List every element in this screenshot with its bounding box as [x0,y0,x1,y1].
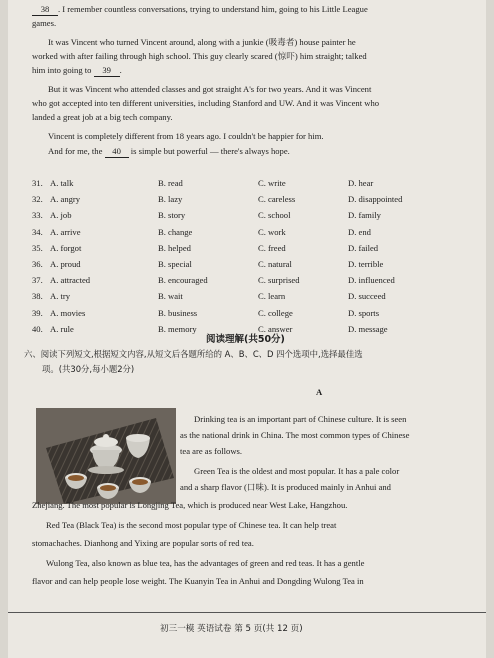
option-b: B. story [158,210,186,221]
text-line: tea are as follows. [180,446,243,456]
option-d: D. disappointed [348,194,403,205]
option-c: C. answer [258,323,293,334]
question-number: 34. [32,226,43,237]
text-line: and a sharp flavor (口味). It is produced mainly in Anhui and [180,482,391,492]
text-line: games. [32,18,57,28]
text-line: But it was Vincent who attended classes and got straight A's for two years. And it was Vincent [48,84,372,94]
passage-label: A [316,387,323,397]
question-number: 39. [32,307,43,318]
option-b: B. helped [158,242,191,253]
text-line: And for me, the [48,146,103,156]
text-line: who got accepted into ten different universities, including Stanford and UW. And it was Vincent who [32,98,380,108]
text-line: stomachaches. Dianhong and Yixing are popular sorts of red tea. [32,538,254,548]
text-line: as the national drink in China. The most common types of Chinese [180,430,410,440]
paragraph-38 [32,4,368,16]
option-c: C. work [258,226,286,237]
text-line: him into going to [32,65,92,75]
text-line: flavor and can help people lose weight. The Kuanyin Tea in Anhui and Dongding Wulong Tea in [32,576,364,586]
option-a: A. try [50,291,71,302]
section-instruction: 项。(共30分,每小题2分) [42,364,135,374]
question-number: 31. [32,178,43,188]
option-a: A. arrive [50,226,81,237]
option-c: C. learn [258,291,286,302]
option-d: D. influenced [348,275,395,286]
option-a: A. forgot [50,242,82,253]
option-b: B. lazy [158,194,183,205]
option-a: A. job [50,210,72,221]
option-d: D. terrible [348,259,384,269]
option-c: C. natural [258,259,292,269]
option-b: B. memory [158,323,197,334]
option-d: D. message [348,323,388,334]
option-d: D. sports [348,307,380,318]
option-d: D. hear [348,178,374,188]
option-a: A. movies [50,307,86,318]
text-line: . [119,65,122,75]
option-c: C. surprised [258,275,300,286]
option-c: C. college [258,307,293,318]
text-line: Wulong Tea, also known as blue tea, has the advantages of green and red teas. It has a gentle [46,558,365,568]
blank-40: 40 [105,146,129,158]
option-d: D. end [348,226,371,237]
option-b: B. special [158,259,192,269]
option-a: A. proud [50,259,81,269]
option-d: D. family [348,210,381,221]
page-footer: 初三一模 英语试卷 第 5 页(共 12 页) [160,624,303,634]
text-line: . I remember countless conversations, trying to understand him, going to his Little League [58,4,368,14]
exam-page [8,0,486,658]
option-b: B. business [158,307,198,318]
footer-divider [8,612,486,613]
text-line: Vincent is completely different from 18 years ago. I couldn't be happier for him. [48,131,324,141]
text-line: landed a great job at a big tech company. [32,112,173,122]
text-line: Drinking tea is an important part of Chinese culture. It is seen [194,414,407,424]
option-a: A. angry [50,194,81,205]
section-title: 阅读理解(共50分) [206,334,285,345]
option-a: A. talk [50,178,74,188]
option-c: C. freed [258,242,286,253]
text-line: Red Tea (Black Tea) is the second most popular type of Chinese tea. It can help treat [46,520,337,530]
question-number: 40. [32,323,43,334]
tea-set-illustration [36,408,176,504]
question-number: 38. [32,291,43,302]
text-line: Green Tea is the oldest and most popular. It has a pale color [194,466,400,476]
text-line: It was Vincent who turned Vincent around, along with a junkie (吸毒者) house painter he [48,37,356,47]
option-d: D. failed [348,242,379,253]
text-line: is simple but powerful — there's always hope. [130,146,290,156]
section-instruction: 六、阅读下列短文,根据短文内容,从短文后各题所给的 A、B、C、D 四个选项中,选择最佳选 [24,349,363,359]
question-number: 37. [32,275,43,286]
question-number: 33. [32,210,43,221]
option-c: C. school [258,210,291,221]
blank-38: 38 [32,4,58,16]
text-line: Zhejiang. The most popular is Longjing Tea, which is produced near West Lake, Hangzhou. [32,500,348,510]
option-c: C. careless [258,194,296,205]
option-d: D. succeed [348,291,386,302]
question-number: 32. [32,194,43,205]
option-c: C. write [258,178,286,188]
option-b: B. wait [158,291,183,302]
option-a: A. rule [50,323,74,334]
option-b: B. read [158,178,183,188]
tea-set-photo [36,408,176,504]
option-b: B. encouraged [158,275,208,286]
paragraph-39 [32,65,122,77]
paragraph-40 [48,146,290,158]
text-line: worked with after failing through high school. This guy clearly scared (惊吓) him straight; talked [32,51,367,61]
question-number: 36. [32,259,43,269]
option-b: B. change [158,226,193,237]
option-a: A. attracted [50,275,91,286]
blank-39: 39 [94,65,120,77]
question-number: 35. [32,242,43,253]
